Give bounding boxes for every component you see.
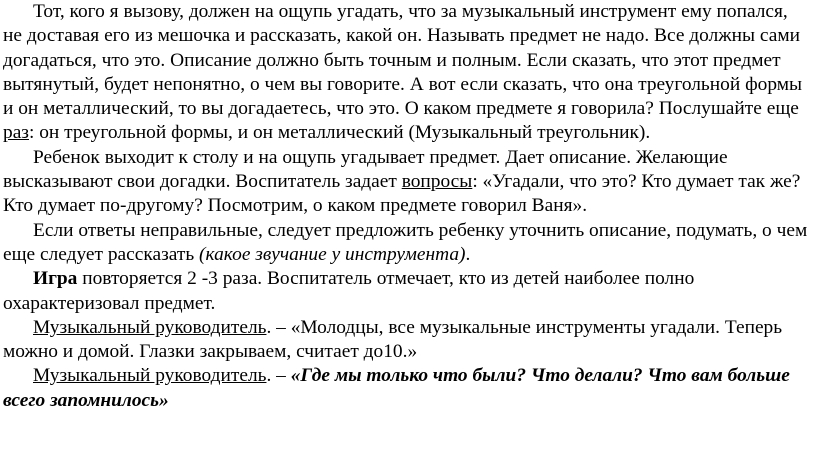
paragraph-2-tail: : «Угадали, что это? Кто думает так же? Кто думает по-другому? Посмотрим, о каком предмете говорил Ваня». bbox=[3, 171, 801, 217]
bold-word-igra: Игра bbox=[33, 268, 78, 290]
paragraph-5-tail: . – «Молодцы, все музыкальные инструменты угадали. Теперь можно и домой. Глазки закрываем, считает до10.» bbox=[3, 316, 783, 363]
paragraph-6-sep: . – bbox=[266, 365, 291, 387]
paragraph-2 bbox=[3, 146, 811, 219]
paragraph-6 bbox=[3, 364, 811, 413]
music-director-label-2: Музыкальный руководитель bbox=[33, 365, 267, 387]
paragraph-5 bbox=[3, 316, 811, 365]
paragraph-3-italic: (какое звучание у инструмента) bbox=[199, 243, 466, 265]
paragraph-1-tail: : он треугольной формы, и он металлический (Музыкальный треугольник). bbox=[28, 122, 651, 144]
paragraph-1-text: Тот, кого я вызову, должен на ощупь угадать, что за музыкальный инструмент ему попался, не доставая его из мешочка и рассказать, какой он. Называть предмет не надо. Все должны сами догадаться, что это. Описание должно быть точным и полным. Если сказать, что этот предмет вытянутый, будет непонятно, о чем вы говорите. А вот если сказать, что она треугольной формы и он металлический, то вы догадаетесь, что это. О каком предмете я говорила? Послушайте еще bbox=[3, 1, 803, 120]
paragraph-1 bbox=[3, 0, 811, 146]
paragraph-6-italic: «Где мы только что были? Что делали? Что вам больше всего запомнилось» bbox=[3, 365, 790, 411]
underlined-word-raz: раз bbox=[3, 122, 29, 144]
paragraph-2-text: Ребенок выходит к столу и на ощупь угадывает предмет. Дает описание. Желающие высказывают свои догадки. Воспитатель задает bbox=[3, 146, 728, 193]
paragraph-4 bbox=[3, 267, 811, 316]
paragraph-3-tail: . bbox=[465, 243, 471, 265]
music-director-label-1: Музыкальный руководитель bbox=[33, 316, 267, 338]
underlined-word-voprosy: вопросы bbox=[401, 171, 473, 193]
paragraph-3-text: Если ответы неправильные, следует предложить ребенку уточнить описание, подумать, о чем еще следует рассказать bbox=[3, 219, 808, 265]
paragraph-4-tail: повторяется 2 -3 раза. Воспитатель отмечает, кто из детей наиболее полно охарактеризовал предмет. bbox=[3, 268, 695, 314]
paragraph-3 bbox=[3, 219, 811, 268]
